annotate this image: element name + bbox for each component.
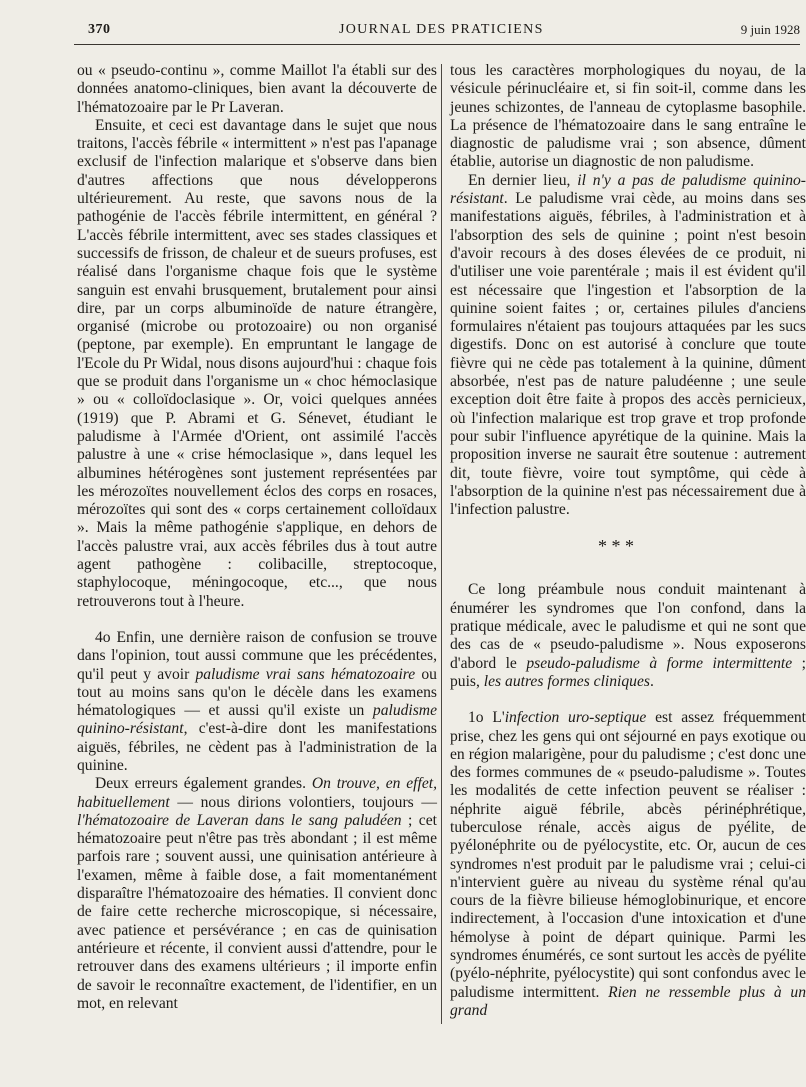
left-paragraph-2: Ensuite, et ceci est davantage dans le sujet que nous traitons, l'accès fébrile « intermittent » n'est pas l'apanage exclusif de l'infection malarique et s'observe dans bien d'autres affections que nous développerons ultérieurement. Au reste, que savons nous de la pathogénie de l'accès fébrile intermittent, en général ? L'accès fébrile intermittent, avec ses stades classiques et successifs de frisson, de chaleur et de sueurs profuses, est réalisé dans l'organisme chaque fois que le système sanguin est envahi brusquement, brutalement pour ainsi dire, par un corps albuminoïde de nature étrangère, organisé (microbe ou protozoaire) ou non organisé (peptone, par exemple). En empruntant le langage de l'Ecole du Pr Widal, nous disons aujourd'hui : chaque fois que se produit dans l'organisme un « choc hémoclasique » ou « colloïdoclasique ». Or, voici quelques années (1919) que P. Abrami et G. Sénevet, étudiant le paludisme à l'Armée d'Orient, ont assimilé l'accès palustre à une « crise hémoclasique », dans lequel les albumines hétérogènes sont justement représentées par les mérozoïtes nouvellement éclos des corps en rosaces, mérozoïtes qui sont des « corps certainement colloïdaux ». Mais la même pathogénie s'applique, en dehors de l'accès palustre vrai, aux accès fébriles dus à tout autre agent pathogène : colibacille, streptocoque, staphylocoque, méningocoque, etc..., que nous retrouverons tout à l'heure. bbox=[77, 116, 437, 610]
text-run: Deux erreurs également grandes. bbox=[95, 775, 312, 793]
page-number: 370 bbox=[88, 22, 111, 37]
italic-run: l'hématozoaire de Laveran dans le sang paludéen bbox=[77, 811, 402, 829]
left-paragraph-4 bbox=[77, 775, 437, 1013]
right-paragraph-3 bbox=[450, 581, 806, 691]
italic-run: il n'y a pas de paludisme quinino-résistant bbox=[450, 171, 806, 208]
column-divider bbox=[441, 64, 442, 1024]
text-run: est assez fréquemment prise, chez les gens qui ont séjourné en pays exotique ou en région malarigène, pour du paludisme ; c'est donc une des formes communes de « pseudo-paludisme ». Toutes les modalités de cette infection peuvent se réaliser : néphrite aiguë fébrile, abcès périnéphrétique, tuberculose rénale, accès aigus de pyélite, de pyélonéphrite ou de pyélocystite, etc. Or, aucun de ces syndromes n'est produit par le paludisme vrai ; celui-ci n'intervient guère au niveau du système rénal qu'au cours de la fièvre bilieuse hémoglobinurique, et encore indirectement, à l'occasion d'une intoxication et d'une hémolyse à point de départ quinique. Parmi les syndromes énumérés, ce sont surtout les accès de pyélite (pyélo-néphrite, pyélocystite) qui sont confondus avec le paludisme intermittent. bbox=[450, 709, 806, 1001]
italic-run: paludisme quinino-résistant bbox=[77, 702, 437, 738]
text-run: ou tout au moins sans qu'on le décèle dans les examens hématologiques — et aussi qu'il existe un bbox=[77, 665, 437, 720]
right-paragraph-1: tous les caractères morphologiques du noyau, de la vésicule périnucléaire et, si fin soit-il, comme dans les jeunes schizontes, de l'anneau de cytoplasme basophile. La présence de l'hématozoaire dans le sang entraîne le diagnostic de paludisme vrai ; son absence, dûment établie, autorise un diagnostic de non paludisme. bbox=[450, 62, 806, 171]
right-paragraph-2 bbox=[450, 172, 806, 520]
italic-run: On trouve, en effet, habituellement bbox=[77, 775, 437, 811]
journal-title: JOURNAL DES PRATICIENS bbox=[339, 22, 544, 37]
text-run: , c'est-à-dire dont les manifestations aiguës, fébriles, ne cèdent pas à l'administration de la quinine. bbox=[77, 720, 437, 774]
left-paragraph-1: ou « pseudo-continu », comme Maillot l'a établi sur des données anatomo-cliniques, bien avant la découverte de l'hématozoaire par le Pr Laveran. bbox=[77, 62, 437, 116]
section-separator: * * * bbox=[598, 536, 634, 556]
left-paragraph-3 bbox=[77, 629, 437, 775]
right-paragraph-4 bbox=[450, 709, 806, 1020]
italic-run: paludisme vrai sans hématozoaire bbox=[195, 665, 416, 683]
text-run: 1o L' bbox=[468, 709, 505, 727]
text-run: — nous dirions volontiers, toujours — bbox=[169, 793, 437, 811]
left-column bbox=[77, 62, 437, 1013]
italic-run: pseudo-paludisme à forme intermittente bbox=[526, 654, 793, 672]
italic-run: les autres formes cliniques bbox=[483, 672, 650, 690]
text-run: En dernier lieu, bbox=[468, 171, 578, 189]
issue-date: 9 juin 1928 bbox=[740, 22, 800, 37]
text-run: 4o Enfin, une dernière raison de confusion se trouve dans l'opinion, tout aussi commune que les précédentes, qu'il peut y avoir bbox=[77, 628, 437, 683]
italic-run: Rien ne ressemble plus à un grand bbox=[450, 983, 806, 1019]
italic-run: infection uro-septique bbox=[504, 709, 647, 727]
text-run: . Le paludisme vrai cède, au moins dans ses manifestations aiguës, fébriles, à l'administration et à l'absorption des sels de quinine ; point n'est besoin d'avoir recours à des doses élevées de ce produit, ni d'utiliser une voie parentérale ; mais il est évident qu'il est nécessaire que l'ingestion et l'absorption de la quinine soient faites ; or, certaines pilules d'anciens formulaires n'étaient pas toujours attaquées par les sucs digestifs. Donc on est autorisé à conclure que toute fièvre qui ne cède pas totalement à la quinine, dûment absorbée, n'est pas de nature paludéenne ; une seule exception doit être faite à propos des accès pernicieux, où l'infection malarique est trop grave et trop profonde pour subir l'influence apyrétique de la quinine. Mais la proposition inverse ne saurait être soutenue : autrement dit, toute fièvre, voire tout symptôme, qui cède à l'absorption de la quinine n'est pas nécessairement due à l'infection palustre. bbox=[450, 190, 806, 519]
text-run: ; cet hématozoaire peut n'être pas très abondant ; il est même parfois rare ; souvent aussi, une quinisation antérieure à l'examen, même à faible dose, a fait momentanément disparaître l'hématozoaire des hématies. Il convient donc de faire cette recherche microscopique, si nécessaire, avec patience et persévérance ; en cas de quinisation antérieure et récente, il convient aussi d'attendre, pour le retrouver dans des examens ultérieurs ; il importe enfin de savoir le reconnaître exactement, de l'identifier, en un mot, en relevant bbox=[77, 811, 437, 1012]
text-run: ; puis, bbox=[450, 654, 806, 690]
text-run: Ce long préambule nous conduit maintenant à énumérer les syndromes que l'on confond, dans la pratique médicale, avec le paludisme et qui ne sont que des cas de « pseudo-paludisme ». Nous exposerons d'abord le bbox=[450, 581, 806, 672]
text-run: . bbox=[649, 672, 654, 690]
page-header bbox=[74, 18, 800, 45]
